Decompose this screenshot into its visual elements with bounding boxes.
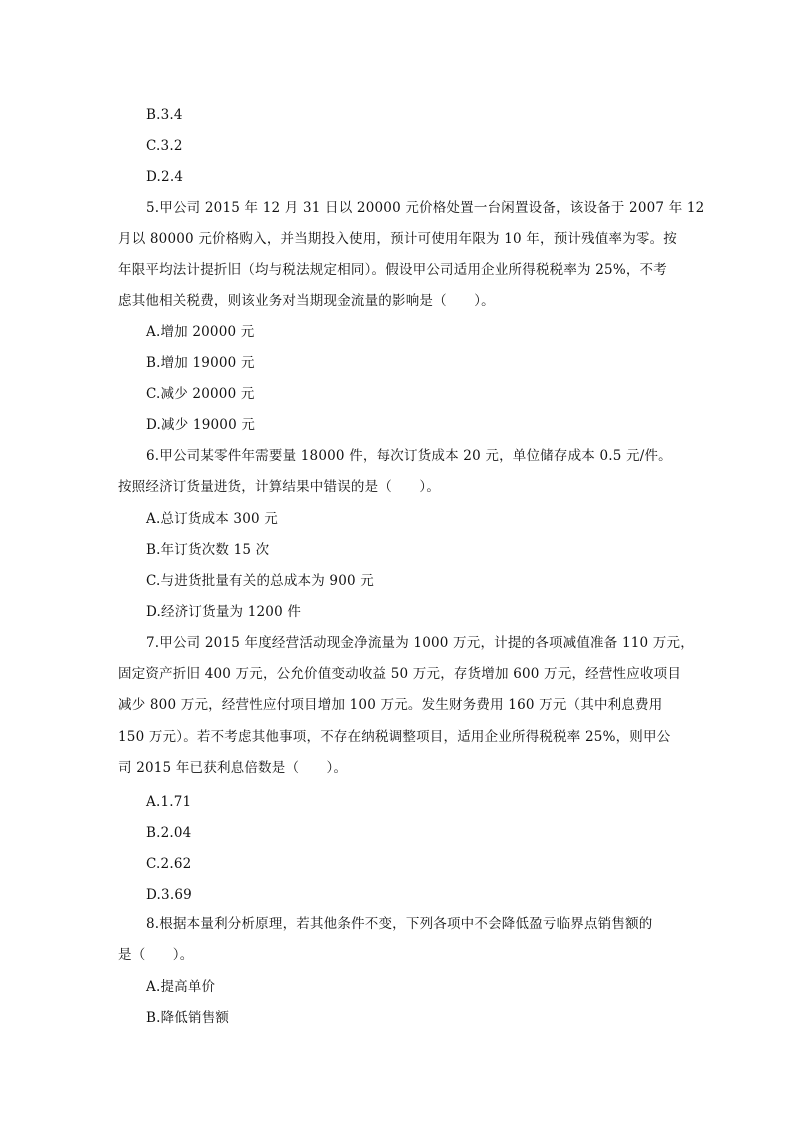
question-5-option-a: A.增加 20000 元 <box>146 324 255 340</box>
question-6-option-b: B.年订货次数 15 次 <box>146 542 270 558</box>
question-5-line-2: 月以 80000 元价格购入，并当期投入使用，预计可使用年限为 10 年，预计残值率为零。按 <box>118 231 677 247</box>
question-5-line-4: 虑其他相关税费，则该业务对当期现金流量的影响是（ ）。 <box>118 293 495 309</box>
question-6-line-1: 6.甲公司某零件年需要量 18000 件，每次订货成本 20 元，单位储存成本 0.5 元/件。 <box>146 448 672 464</box>
question-7-line-3: 减少 800 万元，经营性应付项目增加 100 万元。发生财务费用 160 万元（其中利息费用 <box>118 697 663 713</box>
question-5-option-c: C.减少 20000 元 <box>146 386 255 402</box>
question-5-line-1: 5.甲公司 2015 年 12 月 31 日以 20000 元价格处置一台闲置设备，该设备于 2007 年 12 <box>146 200 705 216</box>
question-7-line-4: 150 万元）。若不考虑其他事项，不存在纳税调整项目，适用企业所得税税率 25%，则甲公 <box>118 729 671 745</box>
question-7-option-b: B.2.04 <box>146 825 192 841</box>
question-5-line-3: 年限平均法计提折旧（均与税法规定相同）。假设甲公司适用企业所得税税率为 25%，不考 <box>118 262 667 278</box>
question-7-line-2: 固定资产折旧 400 万元，公允价值变动收益 50 万元，存货增加 600 万元，经营性应收项目 <box>118 666 682 682</box>
question-7-line-5: 司 2015 年已获利息倍数是（ ）。 <box>118 760 348 776</box>
question-8-option-a: A.提高单价 <box>146 979 216 995</box>
question-6-line-2: 按照经济订货量进货，计算结果中错误的是（ ）。 <box>118 479 441 495</box>
question-6-option-a: A.总订货成本 300 元 <box>146 511 278 527</box>
question-7-option-c: C.2.62 <box>146 856 192 872</box>
option-d-prev: D.2.4 <box>146 169 184 185</box>
question-7-option-d: D.3.69 <box>146 887 192 903</box>
question-5-option-d: D.减少 19000 元 <box>146 417 256 433</box>
question-5-option-b: B.增加 19000 元 <box>146 355 255 371</box>
question-7-option-a: A.1.71 <box>146 794 192 810</box>
option-b-prev: B.3.4 <box>146 107 183 123</box>
option-c-prev: C.3.2 <box>146 138 183 154</box>
question-8-line-2: 是（ ）。 <box>118 947 194 963</box>
question-8-line-1: 8.根据本量利分析原理，若其他条件不变，下列各项中不会降低盈亏临界点销售额的 <box>146 916 653 932</box>
question-7-line-1: 7.甲公司 2015 年度经营活动现金净流量为 1000 万元，计提的各项减值准备 110 万元， <box>146 635 694 651</box>
question-6-option-d: D.经济订货量为 1200 件 <box>146 604 302 620</box>
question-8-option-b: B.降低销售额 <box>146 1010 230 1026</box>
question-6-option-c: C.与进货批量有关的总成本为 900 元 <box>146 573 374 589</box>
